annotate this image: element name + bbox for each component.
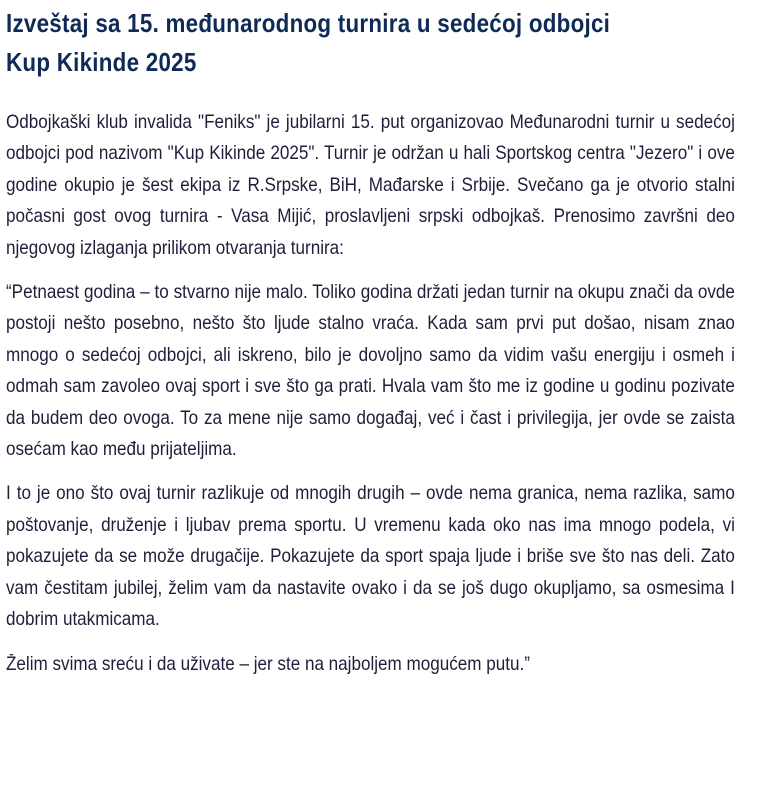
article <box>6 0 735 693</box>
article-title-line-2: Kup Kikinde 2025 <box>6 47 197 77</box>
article-body <box>6 107 735 680</box>
quote-paragraph-1: “Petnaest godina – to stvarno nije malo. Toliko godina držati jedan turnir na okupu znači da ovde postoji nešto posebno, nešto što ljude stalno vraća. Kada sam prvi put došao, nisam znao mnogo o sedećoj odbojci, ali iskreno, bilo je dovoljno samo da vidim vašu energiju i osmeh i odmah sam zavoleo ovaj sport i sve što ga prati. Hvala vam što me iz godine u godinu pozivate da budem deo ovoga. To za mene nije samo događaj, već i čast i privilegija, jer ovde se zaista osećam kao među prijateljima. <box>6 282 735 461</box>
quote-paragraph-3: Želim svima sreću i da uživate – jer ste na najboljem mogućem putu.” <box>6 653 530 675</box>
intro-paragraph: Odbojkaški klub invalida "Feniks" je jubilarni 15. put organizovao Međunarodni turnir u sedećoj odbojci pod nazivom "Kup Kikinde 2025". Turnir je održan u hali Sportskog centra "Jezero" i ove godine okupio je šest ekipa iz R.Srpske, BiH, Mađarske i Srbije. Svečano ga je otvorio stalni počasni gost ovog turnira - Vasa Mijić, proslavljeni srpski odbojkaš. Prenosimo završni deo njegovog izlaganja prilikom otvaranja turnira: <box>6 112 735 259</box>
article-title-line-1: Izveštaj sa 15. međunarodnog turnira u sedećoj odbojci <box>6 8 611 38</box>
quote-paragraph-2: I to je ono što ovaj turnir razlikuje od mnogih drugih – ovde nema granica, nema razlika, samo poštovanje, druženje i ljubav prema sportu. U vremenu kada oko nas ima mnogo podela, vi pokazujete da se može drugačije. Pokazujete da sport spaja ljude i briše sve što nas deli. Zato vam čestitam jubilej, želim vam da nastavite ovako i da se još dugo okupljamo, sa osmesima I dobrim utakmicama. <box>6 483 735 631</box>
article-title <box>6 0 735 82</box>
